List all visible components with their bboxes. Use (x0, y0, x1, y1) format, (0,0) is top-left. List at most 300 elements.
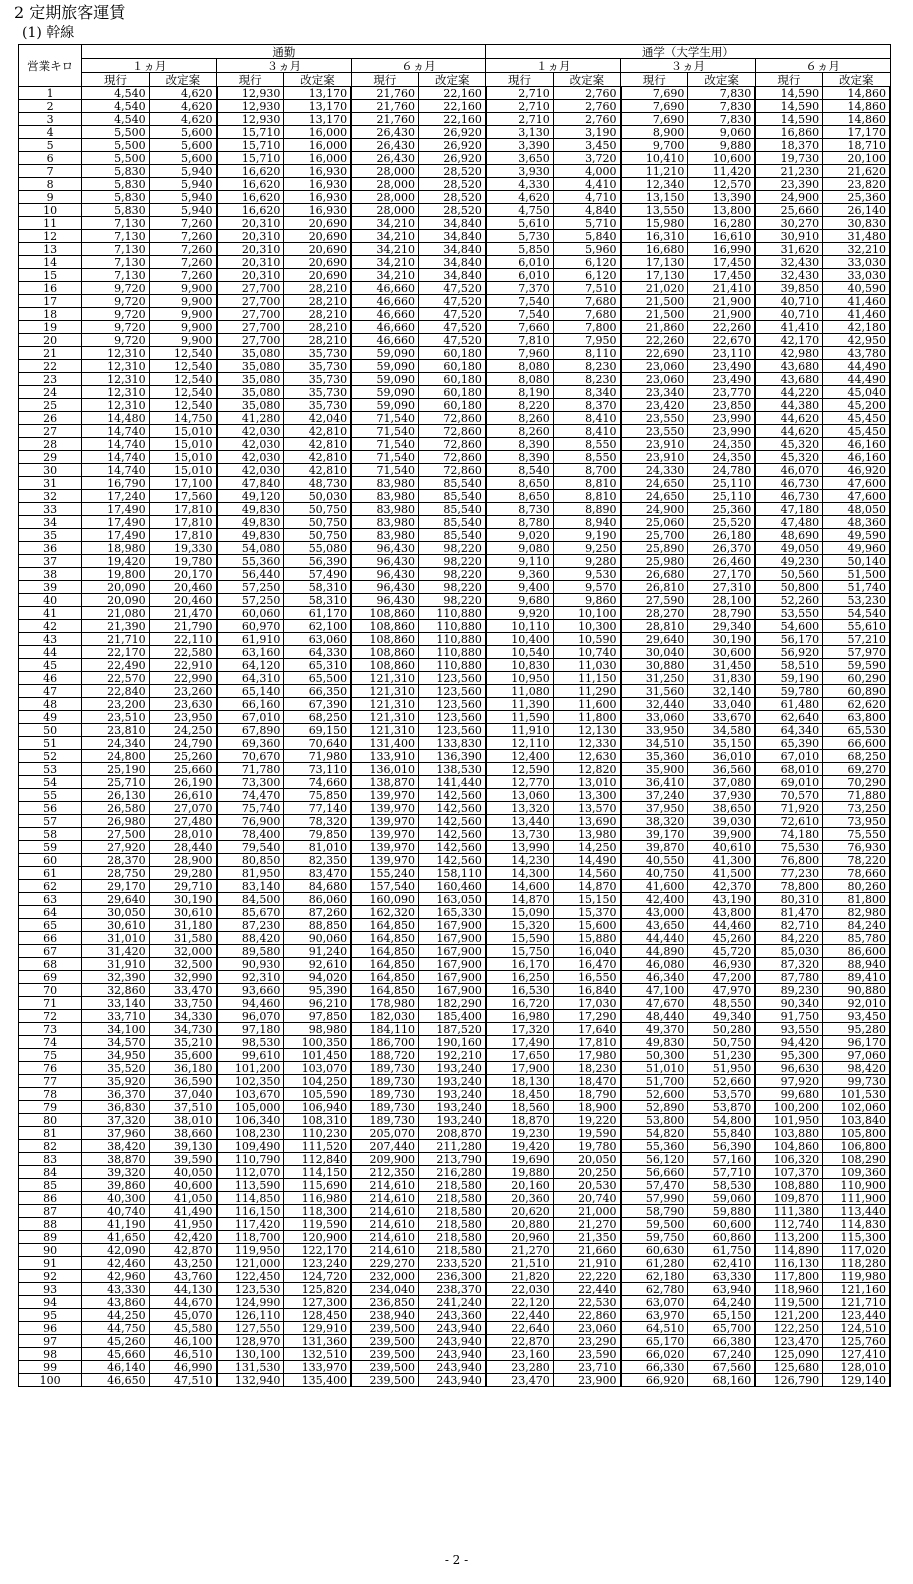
fare-cell: 41,460 (823, 295, 890, 308)
fare-cell: 112,740 (755, 1218, 822, 1231)
fare-cell: 16,620 (217, 191, 284, 204)
fare-cell: 117,420 (217, 1218, 284, 1231)
fare-cell: 23,850 (688, 399, 755, 412)
fare-cell: 45,580 (149, 1322, 216, 1335)
fare-cell: 26,810 (621, 581, 688, 594)
fare-cell: 49,230 (755, 555, 822, 568)
fare-cell: 114,850 (217, 1192, 284, 1205)
fare-cell: 12,310 (82, 347, 149, 360)
fare-cell: 13,170 (284, 87, 351, 100)
fare-cell: 35,080 (217, 347, 284, 360)
fare-cell: 54,600 (755, 620, 822, 633)
table-row (19, 360, 891, 373)
fare-cell: 32,860 (82, 984, 149, 997)
fare-cell: 64,120 (217, 659, 284, 672)
km-cell: 10 (19, 204, 82, 217)
fare-cell: 28,210 (284, 282, 351, 295)
fare-cell: 164,850 (351, 971, 418, 984)
fare-cell: 16,840 (553, 984, 620, 997)
fare-cell: 8,550 (553, 438, 620, 451)
fare-cell: 49,830 (217, 503, 284, 516)
fare-cell: 16,000 (284, 152, 351, 165)
fare-cell: 84,220 (755, 932, 822, 945)
fare-cell: 125,760 (823, 1335, 890, 1348)
fare-cell: 76,800 (755, 854, 822, 867)
fare-cell: 20,310 (217, 243, 284, 256)
fare-cell: 20,460 (149, 581, 216, 594)
fare-cell: 57,990 (621, 1192, 688, 1205)
fare-cell: 27,170 (688, 568, 755, 581)
fare-cell: 103,880 (755, 1127, 822, 1140)
km-cell: 35 (19, 529, 82, 542)
fare-cell: 21,410 (688, 282, 755, 295)
fare-cell: 95,390 (284, 984, 351, 997)
fare-cell: 35,080 (217, 360, 284, 373)
fare-cell: 92,310 (217, 971, 284, 984)
fare-cell: 103,840 (823, 1114, 890, 1127)
fare-cell: 28,520 (419, 191, 486, 204)
fare-cell: 239,500 (351, 1335, 418, 1348)
fare-cell: 28,520 (419, 204, 486, 217)
fare-cell: 15,710 (217, 126, 284, 139)
fare-cell: 8,780 (486, 516, 553, 529)
fare-cell: 38,010 (149, 1114, 216, 1127)
km-cell: 6 (19, 152, 82, 165)
fare-cell: 9,570 (553, 581, 620, 594)
fare-cell: 28,210 (284, 334, 351, 347)
fare-cell: 23,390 (755, 178, 822, 191)
fare-cell: 63,800 (823, 711, 890, 724)
fare-cell: 30,910 (755, 230, 822, 243)
km-cell: 74 (19, 1036, 82, 1049)
proposed-fare-header: 改定案 (688, 73, 755, 87)
km-cell: 5 (19, 139, 82, 152)
fare-cell: 17,320 (486, 1023, 553, 1036)
fare-cell: 20,960 (486, 1231, 553, 1244)
fare-cell: 49,830 (621, 1036, 688, 1049)
fare-cell: 46,730 (755, 477, 822, 490)
fare-cell: 48,360 (823, 516, 890, 529)
fare-cell: 5,600 (149, 126, 216, 139)
fare-cell: 44,490 (823, 360, 890, 373)
fare-cell: 5,500 (82, 152, 149, 165)
fare-cell: 65,390 (755, 737, 822, 750)
fare-cell: 238,940 (351, 1309, 418, 1322)
fare-cell: 121,310 (351, 685, 418, 698)
fare-cell: 7,540 (486, 295, 553, 308)
fare-cell: 108,880 (755, 1179, 822, 1192)
fare-cell: 71,540 (351, 438, 418, 451)
fare-cell: 142,560 (419, 828, 486, 841)
fare-cell: 49,120 (217, 490, 284, 503)
fare-cell: 37,040 (149, 1088, 216, 1101)
table-row (19, 1075, 891, 1088)
fare-cell: 5,940 (149, 204, 216, 217)
km-cell: 93 (19, 1283, 82, 1296)
fare-cell: 32,430 (755, 256, 822, 269)
fare-cell: 81,800 (823, 893, 890, 906)
table-row (19, 724, 891, 737)
km-cell: 37 (19, 555, 82, 568)
fare-cell: 5,940 (149, 178, 216, 191)
fare-cell: 93,660 (217, 984, 284, 997)
fare-cell: 17,900 (486, 1062, 553, 1075)
fare-cell: 4,540 (82, 113, 149, 126)
fare-cell: 9,880 (688, 139, 755, 152)
fare-cell: 15,710 (217, 152, 284, 165)
fare-cell: 50,800 (755, 581, 822, 594)
fare-cell: 27,480 (149, 815, 216, 828)
fare-cell: 54,800 (688, 1114, 755, 1127)
fare-cell: 24,650 (621, 477, 688, 490)
fare-cell: 142,560 (419, 789, 486, 802)
fare-cell: 106,320 (755, 1153, 822, 1166)
fare-cell: 160,090 (351, 893, 418, 906)
fare-cell: 18,230 (553, 1062, 620, 1075)
fare-cell: 58,530 (688, 1179, 755, 1192)
fare-cell: 47,600 (823, 490, 890, 503)
fare-cell: 87,780 (755, 971, 822, 984)
fare-cell: 8,390 (486, 438, 553, 451)
fare-cell: 132,510 (284, 1348, 351, 1361)
fare-cell: 56,440 (217, 568, 284, 581)
km-cell: 78 (19, 1088, 82, 1101)
fare-cell: 14,860 (823, 87, 890, 100)
fare-cell: 25,260 (149, 750, 216, 763)
fare-cell: 85,030 (755, 945, 822, 958)
fare-cell: 55,840 (688, 1127, 755, 1140)
fare-cell: 46,730 (755, 490, 822, 503)
fare-cell: 45,450 (823, 412, 890, 425)
fare-cell: 19,590 (553, 1127, 620, 1140)
fare-cell: 40,710 (755, 295, 822, 308)
fare-cell: 35,080 (217, 399, 284, 412)
fare-cell: 160,460 (419, 880, 486, 893)
fare-cell: 55,080 (284, 542, 351, 555)
fare-cell: 23,110 (688, 347, 755, 360)
fare-cell: 7,830 (688, 113, 755, 126)
table-row (19, 1049, 891, 1062)
km-cell: 50 (19, 724, 82, 737)
fare-cell: 13,440 (486, 815, 553, 828)
table-row (19, 789, 891, 802)
km-cell: 28 (19, 438, 82, 451)
fare-cell: 16,620 (217, 178, 284, 191)
fare-cell: 62,640 (755, 711, 822, 724)
fare-cell: 14,600 (486, 880, 553, 893)
fare-cell: 8,550 (553, 451, 620, 464)
fare-cell: 11,290 (553, 685, 620, 698)
fare-cell: 45,040 (823, 386, 890, 399)
fare-cell: 2,760 (553, 100, 620, 113)
fare-cell: 7,830 (688, 87, 755, 100)
fare-cell: 60,180 (419, 386, 486, 399)
fare-cell: 28,520 (419, 165, 486, 178)
fare-cell: 243,940 (419, 1322, 486, 1335)
fare-cell: 14,490 (553, 854, 620, 867)
fare-cell: 59,090 (351, 347, 418, 360)
fare-cell: 20,690 (284, 230, 351, 243)
fare-cell: 42,400 (621, 893, 688, 906)
fare-cell: 11,390 (486, 698, 553, 711)
fare-cell: 128,450 (284, 1309, 351, 1322)
fare-cell: 13,800 (688, 204, 755, 217)
fare-cell: 40,740 (82, 1205, 149, 1218)
fare-cell: 5,940 (149, 165, 216, 178)
fare-cell: 19,230 (486, 1127, 553, 1140)
fare-cell: 96,630 (755, 1062, 822, 1075)
fare-cell: 184,110 (351, 1023, 418, 1036)
fare-cell: 14,560 (553, 867, 620, 880)
fare-cell: 129,910 (284, 1322, 351, 1335)
fare-cell: 44,130 (149, 1283, 216, 1296)
fare-cell: 8,540 (486, 464, 553, 477)
fare-cell: 21,660 (553, 1244, 620, 1257)
fare-cell: 40,750 (621, 867, 688, 880)
table-row (19, 152, 891, 165)
fare-cell: 218,580 (419, 1192, 486, 1205)
fare-cell: 35,210 (149, 1036, 216, 1049)
fare-cell: 98,220 (419, 542, 486, 555)
km-cell: 97 (19, 1335, 82, 1348)
fare-cell: 23,200 (82, 698, 149, 711)
table-row (19, 503, 891, 516)
fare-cell: 12,400 (486, 750, 553, 763)
fare-cell: 189,730 (351, 1114, 418, 1127)
proposed-fare-header: 改定案 (823, 73, 890, 87)
fare-cell: 14,740 (82, 438, 149, 451)
fare-cell: 53,800 (621, 1114, 688, 1127)
km-cell: 38 (19, 568, 82, 581)
fare-cell: 18,710 (823, 139, 890, 152)
fare-cell: 68,010 (755, 763, 822, 776)
fare-cell: 42,810 (284, 464, 351, 477)
fare-cell: 106,800 (823, 1140, 890, 1153)
fare-cell: 42,870 (149, 1244, 216, 1257)
fare-cell: 47,480 (755, 516, 822, 529)
fare-cell: 17,490 (82, 516, 149, 529)
fare-cell: 15,600 (553, 919, 620, 932)
fare-cell: 71,540 (351, 451, 418, 464)
fare-cell: 43,800 (688, 906, 755, 919)
km-cell: 45 (19, 659, 82, 672)
fare-cell: 131,530 (217, 1361, 284, 1374)
fare-cell: 213,790 (419, 1153, 486, 1166)
fare-cell: 32,430 (755, 269, 822, 282)
fare-cell: 25,710 (82, 776, 149, 789)
km-cell: 1 (19, 87, 82, 100)
fare-cell: 42,810 (284, 425, 351, 438)
fare-cell: 122,170 (284, 1244, 351, 1257)
fare-cell: 236,300 (419, 1270, 486, 1283)
fare-cell: 19,690 (486, 1153, 553, 1166)
fare-cell: 126,790 (755, 1374, 822, 1387)
fare-cell: 94,020 (284, 971, 351, 984)
fare-cell: 42,170 (755, 334, 822, 347)
fare-cell: 71,780 (217, 763, 284, 776)
fare-cell: 21,620 (823, 165, 890, 178)
fare-cell: 71,540 (351, 412, 418, 425)
fare-cell: 43,250 (149, 1257, 216, 1270)
fare-cell: 25,890 (621, 542, 688, 555)
fare-cell: 56,120 (621, 1153, 688, 1166)
fare-cell: 46,650 (82, 1374, 149, 1387)
fare-cell: 45,260 (82, 1335, 149, 1348)
fare-cell: 22,170 (82, 646, 149, 659)
fare-cell: 47,180 (755, 503, 822, 516)
fare-cell: 65,310 (284, 659, 351, 672)
fare-cell: 48,050 (823, 503, 890, 516)
fare-cell: 187,520 (419, 1023, 486, 1036)
fare-cell: 26,190 (149, 776, 216, 789)
fare-cell: 21,270 (486, 1244, 553, 1257)
km-cell: 77 (19, 1075, 82, 1088)
km-cell: 70 (19, 984, 82, 997)
fare-cell: 11,080 (486, 685, 553, 698)
fare-cell: 162,320 (351, 906, 418, 919)
fare-cell: 7,680 (553, 295, 620, 308)
fare-cell: 46,920 (823, 464, 890, 477)
table-row (19, 256, 891, 269)
fare-cell: 163,050 (419, 893, 486, 906)
fare-cell: 43,860 (82, 1296, 149, 1309)
table-row (19, 295, 891, 308)
fare-cell: 5,600 (149, 139, 216, 152)
fare-cell: 21,470 (149, 607, 216, 620)
fare-cell: 12,930 (217, 100, 284, 113)
fare-cell: 15,320 (486, 919, 553, 932)
fare-cell: 5,850 (486, 243, 553, 256)
fare-cell: 182,030 (351, 1010, 418, 1023)
fare-cell: 17,030 (553, 997, 620, 1010)
fare-cell: 132,940 (217, 1374, 284, 1387)
fare-cell: 8,730 (486, 503, 553, 516)
fare-cell: 5,840 (553, 230, 620, 243)
fare-cell: 10,590 (553, 633, 620, 646)
fare-cell: 27,920 (82, 841, 149, 854)
fare-cell: 21,080 (82, 607, 149, 620)
fare-cell: 83,980 (351, 490, 418, 503)
fare-cell: 54,820 (621, 1127, 688, 1140)
fare-cell: 66,160 (217, 698, 284, 711)
fare-cell: 133,830 (419, 737, 486, 750)
fare-cell: 16,530 (486, 984, 553, 997)
fare-cell: 30,600 (688, 646, 755, 659)
fare-cell: 27,310 (688, 581, 755, 594)
km-cell: 98 (19, 1348, 82, 1361)
km-cell: 27 (19, 425, 82, 438)
fare-cell: 23,810 (82, 724, 149, 737)
fare-cell: 123,560 (419, 724, 486, 737)
table-row (19, 1296, 891, 1309)
fare-cell: 7,680 (553, 308, 620, 321)
fare-cell: 5,830 (82, 165, 149, 178)
fare-cell: 21,500 (621, 295, 688, 308)
fare-cell: 114,830 (823, 1218, 890, 1231)
fare-cell: 78,220 (823, 854, 890, 867)
fare-cell: 108,860 (351, 620, 418, 633)
fare-cell: 36,560 (688, 763, 755, 776)
fare-cell: 139,970 (351, 815, 418, 828)
fare-cell: 81,470 (755, 906, 822, 919)
fare-cell: 23,820 (823, 178, 890, 191)
fare-cell: 16,310 (621, 230, 688, 243)
km-cell: 58 (19, 828, 82, 841)
fare-cell: 136,390 (419, 750, 486, 763)
fare-cell: 35,730 (284, 399, 351, 412)
fare-cell: 50,560 (755, 568, 822, 581)
table-row (19, 451, 891, 464)
fare-cell: 19,800 (82, 568, 149, 581)
fare-cell: 23,550 (621, 425, 688, 438)
fare-cell: 47,670 (621, 997, 688, 1010)
fare-cell: 32,500 (149, 958, 216, 971)
fare-cell: 164,850 (351, 958, 418, 971)
km-cell: 64 (19, 906, 82, 919)
fare-cell: 16,170 (486, 958, 553, 971)
fare-cell: 17,810 (149, 503, 216, 516)
fare-cell: 90,340 (755, 997, 822, 1010)
fare-cell: 214,610 (351, 1179, 418, 1192)
fare-cell: 78,320 (284, 815, 351, 828)
fare-cell: 13,690 (553, 815, 620, 828)
fare-cell: 26,920 (419, 152, 486, 165)
fare-cell: 23,550 (621, 412, 688, 425)
fare-cell: 12,630 (553, 750, 620, 763)
fare-cell: 110,880 (419, 620, 486, 633)
fare-cell: 185,400 (419, 1010, 486, 1023)
fare-cell: 14,860 (823, 100, 890, 113)
fare-cell: 218,580 (419, 1244, 486, 1257)
fare-cell: 47,200 (688, 971, 755, 984)
fare-cell: 40,710 (755, 308, 822, 321)
fare-cell: 17,490 (486, 1036, 553, 1049)
fare-cell: 27,070 (149, 802, 216, 815)
fare-cell: 46,160 (823, 438, 890, 451)
fare-cell: 36,010 (688, 750, 755, 763)
fare-cell: 36,370 (82, 1088, 149, 1101)
fare-cell: 28,790 (688, 607, 755, 620)
table-row (19, 1062, 891, 1075)
fare-cell: 42,980 (755, 347, 822, 360)
fare-cell: 27,500 (82, 828, 149, 841)
fare-cell: 18,870 (486, 1114, 553, 1127)
fare-cell: 85,780 (823, 932, 890, 945)
fare-cell: 7,370 (486, 282, 553, 295)
km-cell: 52 (19, 750, 82, 763)
fare-cell: 74,660 (284, 776, 351, 789)
fare-cell: 47,510 (149, 1374, 216, 1387)
table-row (19, 139, 891, 152)
fare-cell: 115,690 (284, 1179, 351, 1192)
fare-cell: 7,950 (553, 334, 620, 347)
fare-cell: 88,850 (284, 919, 351, 932)
fare-cell: 97,920 (755, 1075, 822, 1088)
fare-cell: 139,970 (351, 854, 418, 867)
km-cell: 59 (19, 841, 82, 854)
fare-cell: 31,580 (149, 932, 216, 945)
table-row (19, 1361, 891, 1374)
fare-cell: 123,560 (419, 698, 486, 711)
fare-cell: 16,980 (486, 1010, 553, 1023)
fare-cell: 47,520 (419, 295, 486, 308)
table-row (19, 334, 891, 347)
fare-cell: 62,620 (823, 698, 890, 711)
table-row (19, 1335, 891, 1348)
km-cell: 81 (19, 1127, 82, 1140)
student-group-header: 通学（大学生用） (486, 45, 890, 59)
fare-cell: 79,850 (284, 828, 351, 841)
